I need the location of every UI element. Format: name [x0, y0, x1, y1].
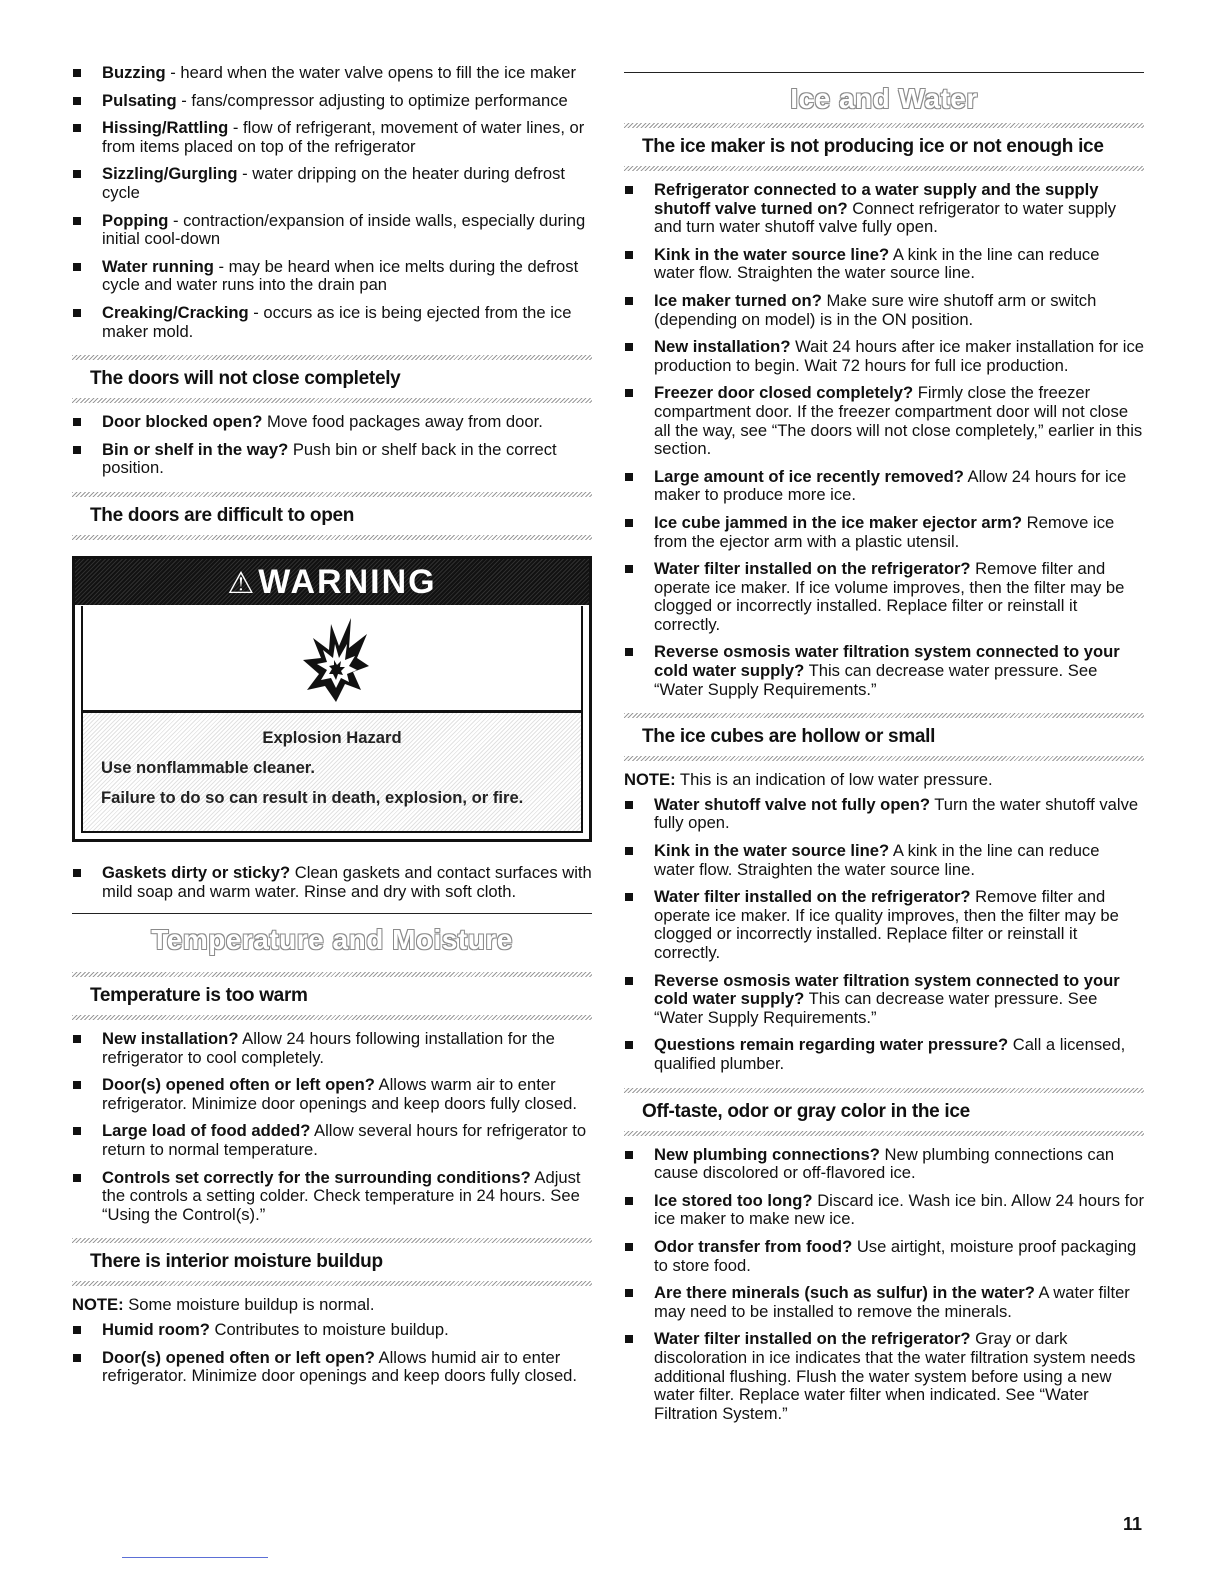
list-item: Hissing/Rattling - flow of refrigerant, movement of water lines, or from items placed on top of the refrigerator [72, 119, 592, 156]
page-number: 11 [1122, 1514, 1142, 1534]
list-item: Popping - contraction/expansion of inside walls, especially during initial cool-down [72, 212, 592, 249]
list-item: New plumbing connections? New plumbing connections can cause discolored or off-flavored ice. [624, 1146, 1144, 1183]
list-item: Are there minerals (such as sulfur) in the water? A water filter may need to be installed to remove the minerals. [624, 1284, 1144, 1321]
warning-triangle-icon: ⚠ [227, 566, 257, 600]
not-producing-list [624, 181, 1144, 699]
moisture-note: NOTE: Some moisture buildup is normal. [72, 1295, 375, 1315]
list-item: New installation? Allow 24 hours following installation for the refrigerator to cool completely. [72, 1030, 592, 1067]
list-item: Bin or shelf in the way? Push bin or shelf back in the correct position. [72, 441, 592, 478]
list-item: Ice cube jammed in the ice maker ejector arm? Remove ice from the ejector arm with a plastic utensil. [624, 514, 1144, 551]
list-item: Ice maker turned on? Make sure wire shutoff arm or switch (depending on model) is in the ON position. [624, 292, 1144, 329]
list-item: Controls set correctly for the surrounding conditions? Adjust the controls a setting colder. Check temperature in 24 hours. See “Using the Control(s).” [72, 1169, 592, 1225]
moisture-list [72, 1321, 592, 1386]
list-item: Kink in the water source line? A kink in the line can reduce water flow. Straighten the water source line. [624, 842, 1144, 879]
list-item: Creaking/Cracking - occurs as ice is being ejected from the ice maker mold. [72, 304, 592, 341]
explosion-icon [301, 614, 371, 704]
moisture-heading: There is interior moisture buildup [72, 1238, 592, 1286]
list-item: Water running - may be heard when ice melts during the defrost cycle and water runs into the drain pan [72, 258, 592, 295]
warning-icon-area [81, 606, 583, 713]
warning-line-2: Failure to do so can result in death, explosion, or fire. [101, 787, 524, 807]
list-item: Water filter installed on the refrigerator? Gray or dark discoloration in ice indicates that the water filtration system needs additional flushing. Flush the water system before using a new water filter. Replace water filter when indicated. See “Water Filtration System.” [624, 1330, 1144, 1423]
list-item: Reverse osmosis water filtration system connected to your cold water supply? This can decrease water pressure. See “Water Supply Requirements.” [624, 972, 1144, 1028]
too-warm-list [72, 1030, 592, 1224]
list-item: Questions remain regarding water pressure? Call a licensed, qualified plumber. [624, 1036, 1144, 1073]
list-item: Large load of food added? Allow several hours for refrigerator to return to normal temperature. [72, 1122, 592, 1159]
list-item: Pulsating - fans/compressor adjusting to optimize performance [72, 92, 592, 111]
hollow-heading: The ice cubes are hollow or small [624, 713, 1144, 761]
warning-hazard: Explosion Hazard [262, 727, 402, 747]
off-taste-heading: Off-taste, odor or gray color in the ice [624, 1088, 1144, 1136]
right-column [624, 64, 1144, 1432]
list-item: Water filter installed on the refrigerator? Remove filter and operate ice maker. If ice quality improves, then the filter may be clogged or incorrectly installed. Replace filter or reinstall it correctly. [624, 888, 1144, 962]
warning-line-1: Use nonflammable cleaner. [101, 757, 315, 777]
warning-text [81, 713, 583, 833]
too-warm-heading: Temperature is too warm [72, 972, 592, 1020]
doors-close-list [72, 413, 592, 478]
list-item: Large amount of ice recently removed? Allow 24 hours for ice maker to produce more ice. [624, 468, 1144, 505]
list-item: Reverse osmosis water filtration system connected to your cold water supply? This can decrease water pressure. See “Water Supply Requirements.” [624, 643, 1144, 699]
list-item: Kink in the water source line? A kink in the line can reduce water flow. Straighten the water source line. [624, 246, 1144, 283]
list-item: Buzzing - heard when the water valve opens to fill the ice maker [72, 64, 592, 83]
warning-label: WARNING [258, 562, 437, 601]
off-taste-list [624, 1146, 1144, 1424]
list-item: Odor transfer from food? Use airtight, moisture proof packaging to store food. [624, 1238, 1144, 1275]
warning-box [72, 556, 592, 842]
noise-list [72, 64, 592, 341]
list-item: New installation? Wait 24 hours after ice maker installation for ice production to begin. Wait 72 hours for full ice production. [624, 338, 1144, 375]
warning-body [75, 605, 589, 833]
not-producing-heading: The ice maker is not producing ice or not enough ice [624, 123, 1144, 171]
hollow-list [624, 796, 1144, 1074]
list-item: Sizzling/Gurgling - water dripping on the heater during defrost cycle [72, 165, 592, 202]
ice-water-section-title: Ice and Water [790, 83, 978, 114]
list-item: Water filter installed on the refrigerator? Remove filter and operate ice maker. If ice volume improves, then the filter may be clogged or incorrectly installed. Replace filter or reinstall it correctly. [624, 560, 1144, 634]
hollow-note: NOTE: This is an indication of low water pressure. [624, 770, 993, 790]
warning-header [75, 559, 589, 605]
list-item: Water shutoff valve not fully open? Turn the water shutoff valve fully open. [624, 796, 1144, 833]
list-item: Gaskets dirty or sticky? Clean gaskets and contact surfaces with mild soap and warm water. Rinse and dry with soft cloth. [72, 864, 592, 901]
doors-open-heading: The doors are difficult to open [72, 492, 592, 540]
list-item: Door(s) opened often or left open? Allows humid air to enter refrigerator. Minimize door openings and keep doors fully closed. [72, 1349, 592, 1386]
list-item: Humid room? Contributes to moisture buildup. [72, 1321, 592, 1340]
list-item: Door blocked open? Move food packages away from door. [72, 413, 592, 432]
list-item: Refrigerator connected to a water supply and the supply shutoff valve turned on? Connect refrigerator to water supply and turn water shutoff valve fully open. [624, 181, 1144, 237]
list-item: Door(s) opened often or left open? Allows warm air to enter refrigerator. Minimize door openings and keep doors fully closed. [72, 1076, 592, 1113]
doors-open-list [72, 864, 592, 901]
list-item: Ice stored too long? Discard ice. Wash ice bin. Allow 24 hours for ice maker to make new ice. [624, 1192, 1144, 1229]
footer-line [122, 1557, 268, 1558]
temperature-section-title: Temperature and Moisture [151, 924, 513, 956]
list-item: Freezer door closed completely? Firmly close the freezer compartment door. If the freezer compartment door will not close all the way, see “The doors will not close completely,” earlier in this section. [624, 384, 1144, 458]
doors-close-heading: The doors will not close completely [72, 355, 592, 403]
left-column [72, 64, 592, 1395]
